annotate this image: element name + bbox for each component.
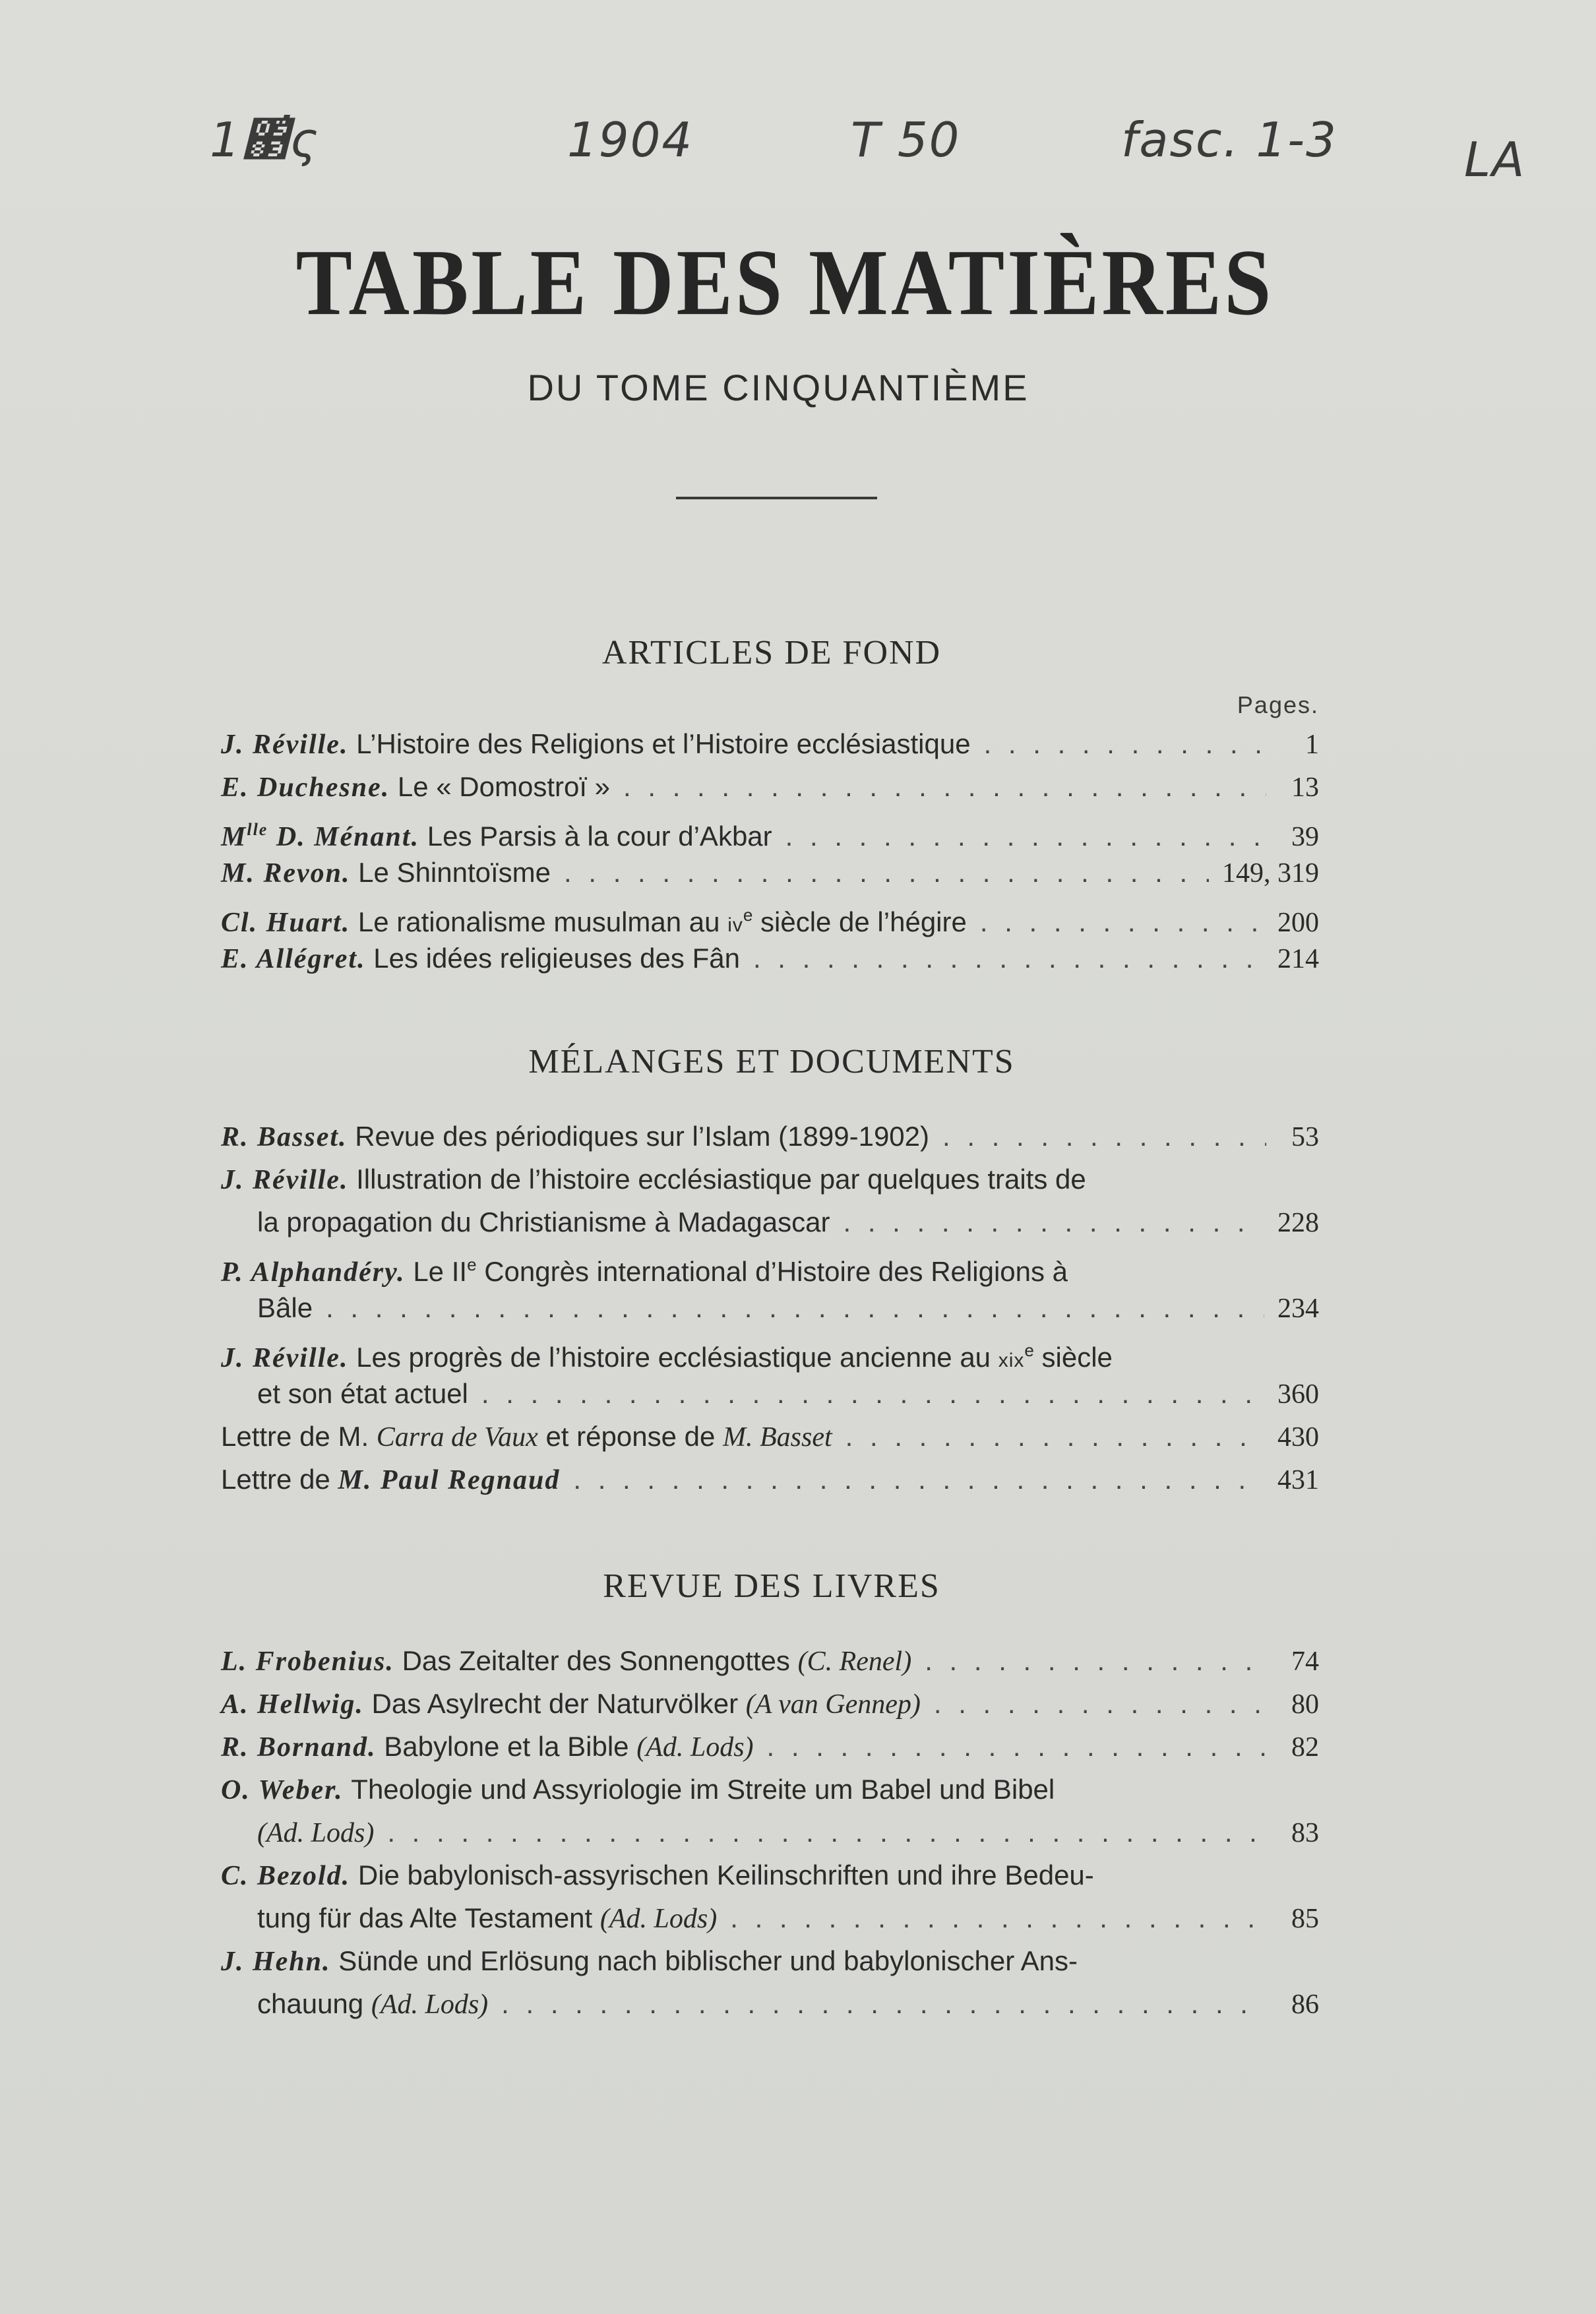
- entry-title-line-2: chauung: [257, 1988, 364, 2019]
- toc-entry: [221, 1158, 1319, 1243]
- page-title: TABLE DES MATIÈRES: [295, 230, 1274, 335]
- toc-entry: [221, 722, 1319, 765]
- toc-melanges: [221, 1115, 1319, 1501]
- entry-author: O. Weber.: [221, 1775, 344, 1805]
- toc-articles: [221, 722, 1319, 980]
- entry-author: M. Revon.: [221, 858, 351, 889]
- entry-page: 431: [1277, 1465, 1319, 1495]
- entry-title-line-1: Illustration de l’histoire ecclésiastique par quelques traits de: [356, 1164, 1086, 1195]
- entry-title: Babylone et la Bible: [384, 1731, 629, 1762]
- handwritten-mark-3: T 50: [851, 112, 961, 168]
- entry-author: $M^{lle}$ D. Ménant.: [221, 820, 420, 852]
- entry-page: 86: [1291, 1989, 1319, 2020]
- entry-page: 74: [1291, 1646, 1319, 1677]
- entry-name: Carra de Vaux: [376, 1422, 538, 1453]
- dot-leader: [925, 1639, 1266, 1682]
- toc-entry: [221, 1639, 1319, 1682]
- toc-entry: [221, 1682, 1319, 1725]
- entry-title: Revue des périodiques sur l’Islam (1899-1902): [355, 1121, 930, 1152]
- entry-name: M. Paul Regnaud: [338, 1465, 561, 1495]
- entry-title: Le Shinntoïsme: [358, 857, 551, 888]
- toc-entry: [221, 937, 1319, 980]
- entry-title: Les Parsis à la cour d’Akbar: [427, 821, 772, 852]
- toc-entry: [221, 1854, 1319, 1939]
- entry-title-line-2: tung für das Alte Testament: [257, 1902, 593, 1933]
- handwritten-mark-5: LA: [1464, 132, 1526, 187]
- entry-title-line-1: Les progrès de l’histoire ecclésiastique ancienne au xix$^e$ siècle: [356, 1340, 1113, 1373]
- entry-reviewer: (Ad. Lods): [636, 1732, 754, 1763]
- entry-title-line-2: Bâle: [257, 1292, 313, 1323]
- toc-entry: [221, 1725, 1319, 1768]
- handwritten-mark-1: 1΃͑ς: [210, 112, 320, 168]
- entry-reviewer: (A van Gennep): [745, 1689, 921, 1720]
- toc-revue: [221, 1639, 1319, 2025]
- dot-leader: [844, 1201, 1265, 1243]
- dot-leader: [501, 1982, 1266, 2025]
- title-divider: [676, 497, 877, 499]
- entry-page: 85: [1291, 1904, 1319, 1934]
- entry-title-line-2: et son état actuel: [257, 1378, 468, 1409]
- entry-page: 360: [1277, 1379, 1319, 1410]
- dot-leader: [845, 1415, 1264, 1458]
- toc-entry: [221, 765, 1319, 808]
- toc-entry: [221, 1243, 1319, 1329]
- entry-title: Das Zeitalter des Sonnengottes: [402, 1645, 790, 1676]
- toc-entry: [221, 1458, 1319, 1501]
- dot-leader: [753, 937, 1264, 980]
- pages-column-label: Pages.: [1237, 691, 1319, 718]
- toc-entry: [221, 1329, 1319, 1415]
- entry-page: 53: [1291, 1122, 1319, 1152]
- entry-page: 200: [1277, 908, 1319, 938]
- dot-leader: [326, 1286, 1264, 1329]
- entry-page: 149, 319: [1222, 858, 1319, 889]
- dot-leader: [573, 1458, 1264, 1501]
- entry-author: R. Basset.: [221, 1122, 348, 1152]
- dot-leader: [934, 1682, 1266, 1725]
- dot-leader: [564, 851, 1209, 894]
- entry-title-line-2: la propagation du Christianisme à Madagascar: [257, 1206, 830, 1237]
- dot-leader: [623, 765, 1266, 808]
- dot-leader: [730, 1896, 1266, 1939]
- toc-entry: [221, 851, 1319, 894]
- entry-page: 430: [1277, 1422, 1319, 1453]
- toc-entry: [221, 1115, 1319, 1158]
- entry-reviewer: (Ad. Lods): [257, 1818, 375, 1848]
- entry-page: 80: [1291, 1689, 1319, 1720]
- entry-page: 214: [1277, 944, 1319, 974]
- entry-author: L. Frobenius.: [221, 1646, 394, 1677]
- entry-author: E. Duchesne.: [221, 772, 390, 803]
- toc-entry: [221, 894, 1319, 937]
- dot-leader: [481, 1372, 1264, 1415]
- entry-title: Le « Domostroï »: [397, 771, 611, 802]
- entry-title-line-1: Die babylonisch-assyrischen Keilinschriften und ihre Bedeu-: [357, 1860, 1094, 1891]
- entry-author: A. Hellwig.: [221, 1689, 364, 1720]
- dot-leader: [767, 1725, 1266, 1768]
- entry-page: 234: [1277, 1294, 1319, 1324]
- entry-author: J. Réville.: [221, 730, 349, 760]
- entry-author: E. Allégret.: [221, 944, 366, 974]
- entry-prefix: Lettre de M.: [221, 1421, 369, 1452]
- page-subtitle: DU TOME CINQUANTIÈME: [527, 367, 1029, 408]
- entry-author: J. Réville.: [221, 1343, 349, 1373]
- entry-author: J. Hehn.: [221, 1947, 331, 1977]
- toc-entry: [221, 1939, 1319, 2025]
- entry-title: Das Asylrecht der Naturvölker: [371, 1688, 739, 1719]
- entry-reviewer: (C. Renel): [797, 1646, 912, 1677]
- entry-page: 82: [1291, 1732, 1319, 1763]
- entry-reviewer: (Ad. Lods): [599, 1904, 718, 1934]
- dot-leader: [984, 722, 1266, 765]
- entry-author: C. Bezold.: [221, 1861, 351, 1891]
- entry-page: 13: [1291, 772, 1319, 803]
- entry-title: Les idées religieuses des Fân: [373, 943, 740, 974]
- entry-author: J. Réville.: [221, 1165, 349, 1195]
- section-heading-revue: REVUE DES LIVRES: [603, 1567, 940, 1605]
- dot-leader: [387, 1811, 1266, 1854]
- entry-title-line-1: Le IIe Congrès international d’Histoire des Religions à: [413, 1255, 1068, 1287]
- entry-page: 83: [1291, 1818, 1319, 1848]
- section-heading-melanges: MÉLANGES ET DOCUMENTS: [528, 1043, 1015, 1080]
- entry-title-line-1: Sünde und Erlösung nach biblischer und babylonischer Ans-: [338, 1945, 1078, 1976]
- handwritten-mark-2: 1904: [567, 112, 694, 168]
- entry-title: Le rationalisme musulman au $iv^e$ siècle de l’hégire: [357, 905, 967, 937]
- entry-page: 39: [1291, 822, 1319, 852]
- handwritten-mark-4: fasc. 1-3: [1121, 112, 1337, 168]
- entry-title-line-1: Theologie und Assyriologie im Streite um Babel und Bibel: [351, 1774, 1055, 1805]
- entry-prefix: Lettre de: [221, 1464, 330, 1495]
- toc-entry: [221, 1768, 1319, 1854]
- entry-name-2: M. Basset: [723, 1422, 832, 1453]
- dot-leader: [942, 1115, 1266, 1158]
- entry-title: L’Histoire des Religions et l’Histoire ecclésiastique: [356, 728, 971, 759]
- entry-author: R. Bornand.: [221, 1732, 377, 1763]
- toc-entry: [221, 1415, 1319, 1458]
- entry-page: 1: [1305, 730, 1319, 760]
- entry-mid: et réponse de: [545, 1421, 716, 1452]
- entry-author: P. Alphandéry.: [221, 1257, 406, 1288]
- entry-page: 228: [1277, 1208, 1319, 1238]
- entry-author: Cl. Huart.: [221, 908, 351, 938]
- toc-entry: [221, 808, 1319, 851]
- entry-reviewer: (Ad. Lods): [371, 1989, 489, 2020]
- section-heading-articles: ARTICLES DE FOND: [601, 634, 942, 672]
